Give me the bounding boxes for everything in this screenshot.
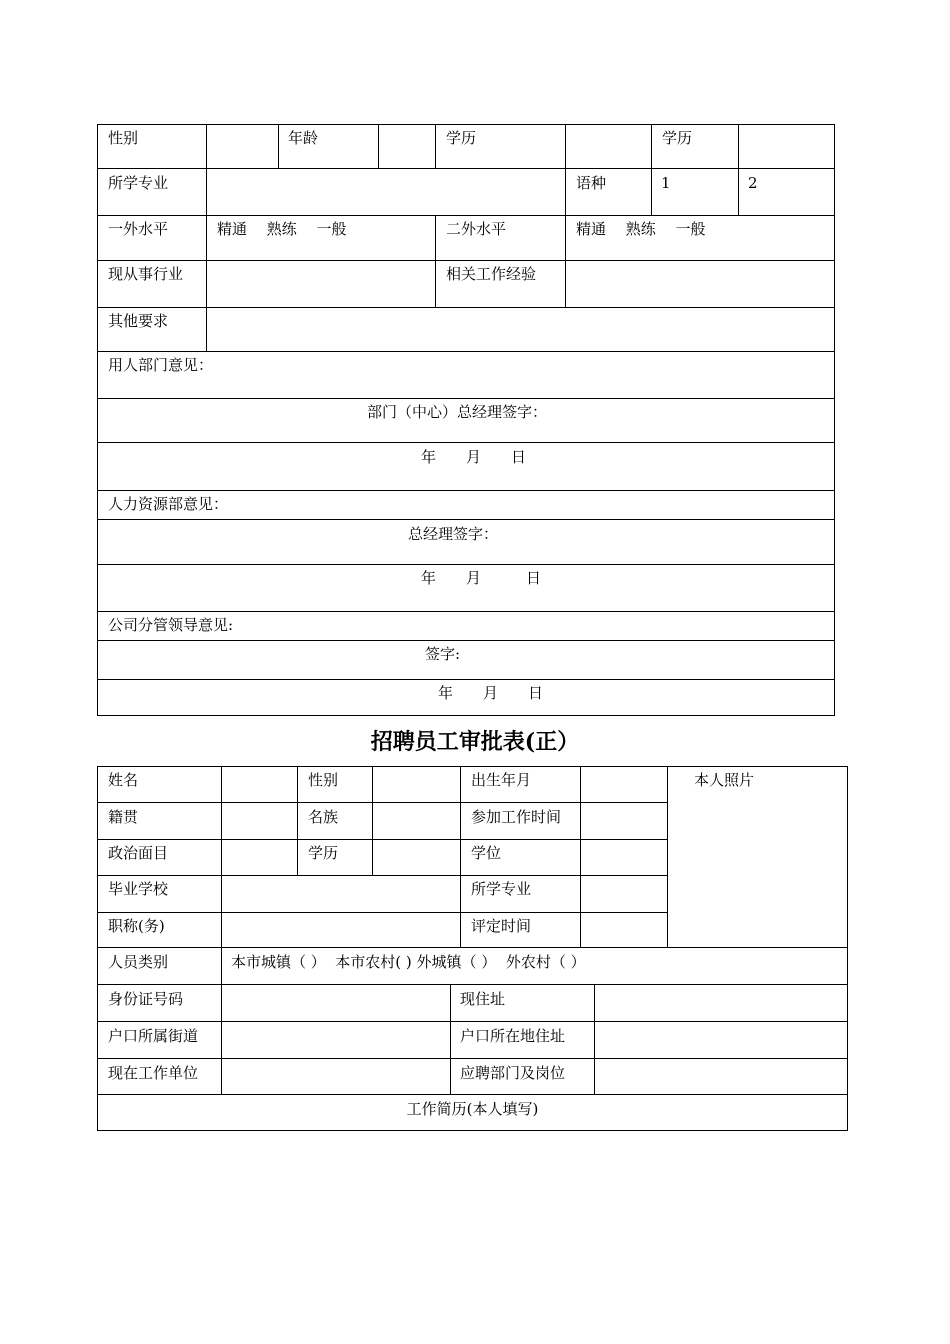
label-industry: 现从事行业 [108, 265, 184, 283]
row-divider [97, 679, 835, 680]
row-divider [97, 307, 835, 308]
col-divider [667, 766, 668, 948]
language-slot-1: 1 [661, 174, 671, 192]
row-divider [97, 260, 835, 261]
row-divider [97, 519, 835, 520]
label-leader-opinion: 公司分管领导意见: [108, 616, 234, 634]
row-divider [97, 802, 668, 803]
row-divider [97, 1058, 848, 1059]
col-divider [738, 124, 739, 216]
level-options-2: 精通 熟练 一般 [576, 220, 706, 238]
label-major: 所学专业 [471, 880, 532, 898]
label-school: 毕业学校 [108, 880, 169, 898]
label-resume: 工作简历(本人填写) [406, 1100, 539, 1118]
label-eval-time: 评定时间 [471, 917, 532, 935]
leader-date: 年 月 日 [438, 684, 544, 702]
hr-date: 年 月 日 [421, 569, 542, 587]
col-divider [206, 124, 207, 352]
label-native: 籍贯 [108, 808, 139, 826]
row-divider [97, 490, 835, 491]
row-divider [97, 947, 848, 948]
label-dept-opinion: 用人部门意见： [108, 356, 214, 374]
label-dept-sign: 部门（中心）总经理签字： [367, 403, 548, 421]
row-divider [97, 398, 835, 399]
table-border [97, 766, 848, 767]
label-title-job: 职称(务) [108, 917, 165, 935]
page-title: 招聘员工审批表(正） [370, 729, 580, 755]
label-category: 人员类别 [108, 953, 169, 971]
label-current-employer: 现在工作单位 [108, 1064, 199, 1082]
label-political: 政治面目 [108, 844, 169, 862]
table-border [97, 766, 98, 1131]
label-experience: 相关工作经验 [446, 265, 537, 283]
row-divider [97, 912, 668, 913]
label-work-start: 参加工作时间 [471, 808, 562, 826]
table-border [97, 124, 835, 125]
col-divider [221, 766, 222, 1095]
table-border [97, 1130, 848, 1131]
label-hr-sign: 总经理签字： [408, 525, 499, 543]
label-birth: 出生年月 [471, 771, 532, 789]
label-gender: 性别 [308, 771, 339, 789]
label-hr-opinion: 人力资源部意见： [108, 495, 229, 513]
label-major: 所学专业 [108, 174, 169, 192]
category-options: 本市城镇（ ） 本市农村( ) 外城镇（ ） 外农村（ ） [231, 953, 586, 971]
row-divider [97, 1094, 848, 1095]
col-divider [435, 215, 436, 308]
row-divider [97, 564, 835, 565]
label-name: 姓名 [108, 771, 139, 789]
label-education: 学历 [446, 129, 477, 147]
table-border [97, 715, 835, 716]
col-divider [594, 984, 595, 1095]
label-gender: 性别 [108, 129, 139, 147]
dept-date: 年 月 日 [421, 448, 527, 466]
label-degree: 学位 [471, 844, 502, 862]
label-age: 年龄 [288, 129, 319, 147]
label-id-number: 身份证号码 [108, 990, 184, 1008]
row-divider [97, 1021, 848, 1022]
row-divider [97, 984, 848, 985]
col-divider [565, 124, 566, 308]
col-divider [378, 124, 379, 169]
col-divider [651, 124, 652, 216]
col-divider [278, 124, 279, 169]
label-other: 其他要求 [108, 312, 169, 330]
col-divider [435, 124, 436, 169]
label-leader-sign: 签字: [425, 645, 461, 663]
col-divider [460, 766, 461, 948]
col-divider [450, 984, 451, 1095]
row-divider [97, 442, 835, 443]
row-divider [97, 168, 835, 169]
col-divider [372, 766, 373, 876]
label-applied-position: 应聘部门及岗位 [460, 1064, 566, 1082]
row-divider [97, 351, 835, 352]
row-divider [97, 611, 835, 612]
label-ethnic: 名族 [308, 808, 339, 826]
table-border [834, 124, 835, 716]
label-photo: 本人照片 [694, 771, 755, 789]
language-slot-2: 2 [748, 174, 758, 192]
label-degree: 学历 [662, 129, 693, 147]
label-language: 语种 [576, 174, 607, 192]
table-border [847, 766, 848, 1131]
label-address: 现住址 [460, 990, 506, 1008]
label-education: 学历 [308, 844, 339, 862]
label-hukou-street: 户口所属街道 [108, 1027, 199, 1045]
col-divider [580, 766, 581, 948]
label-first-foreign: 一外水平 [108, 220, 169, 238]
row-divider [97, 875, 668, 876]
row-divider [97, 839, 668, 840]
col-divider [297, 766, 298, 876]
row-divider [97, 215, 835, 216]
level-options-1: 精通 熟练 一般 [217, 220, 347, 238]
label-hukou-address: 户口所在地住址 [460, 1027, 566, 1045]
row-divider [97, 640, 835, 641]
label-second-foreign: 二外水平 [446, 220, 507, 238]
table-border [97, 124, 98, 716]
